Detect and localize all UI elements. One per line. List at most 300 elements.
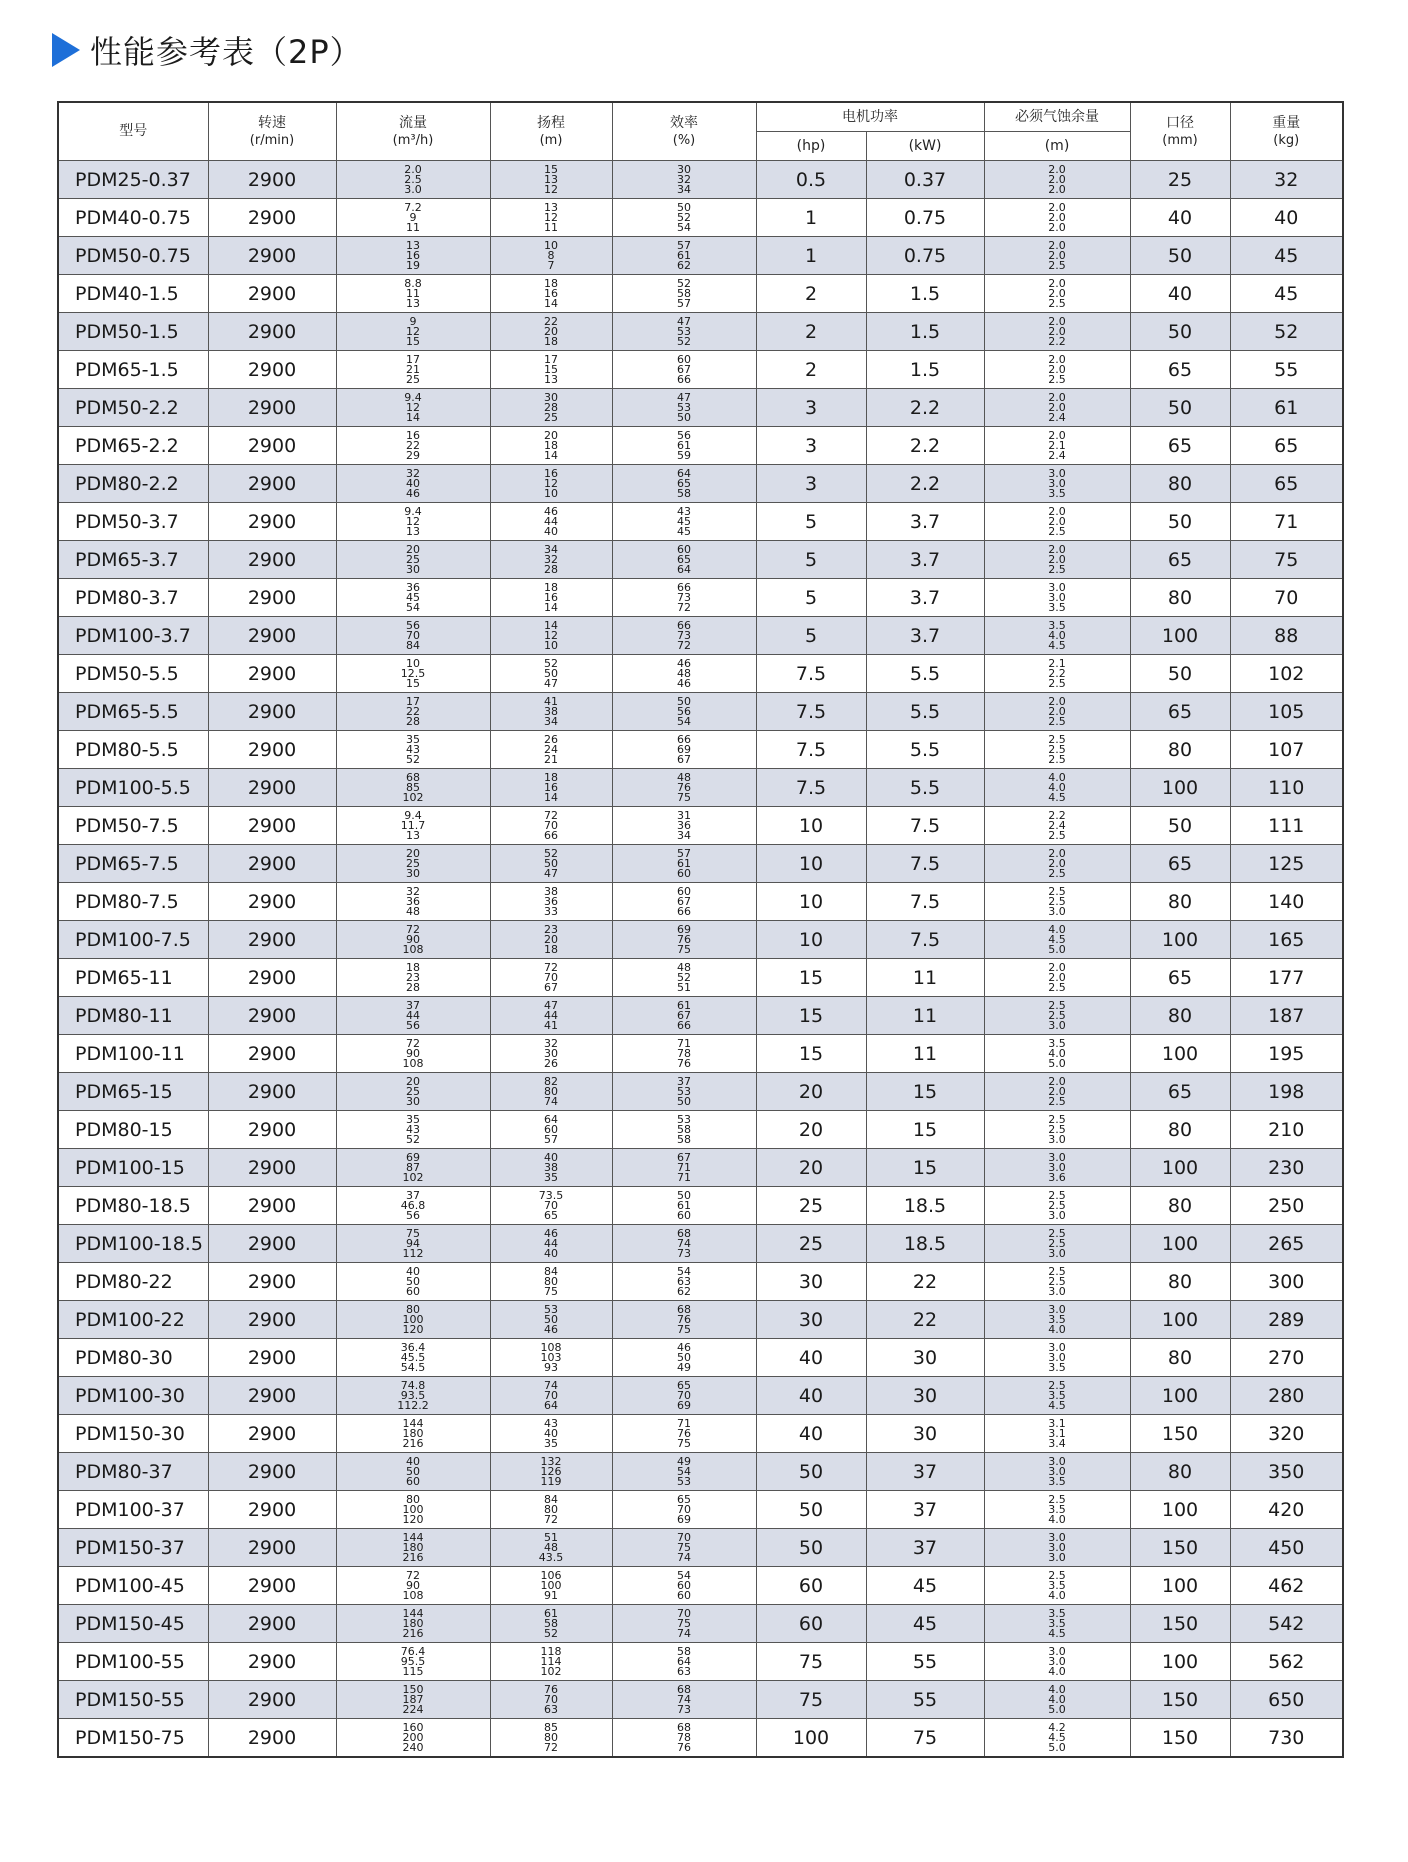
cell-hp: 20 (756, 1149, 866, 1187)
cell-efficiency-value: 45 (677, 514, 691, 528)
cell-efficiency-value: 53 (677, 324, 691, 338)
cell-flow (336, 1643, 490, 1681)
cell-npsh-value: 2.0 (1048, 694, 1066, 708)
cell-model: PDM50-1.5 (58, 313, 208, 351)
cell-npsh-value: 3.5 (1048, 1388, 1066, 1402)
cell-model: PDM50-7.5 (58, 807, 208, 845)
cell-kw: 5.5 (866, 655, 984, 693)
cell-npsh-value: 2.0 (1048, 552, 1066, 566)
cell-head (490, 427, 612, 465)
cell-npsh-value: 4.0 (1048, 1682, 1066, 1696)
cell-kw: 3.7 (866, 503, 984, 541)
cell-hp: 75 (756, 1643, 866, 1681)
cell-kw: 55 (866, 1681, 984, 1719)
header-kw-unit: (kW) (866, 132, 984, 161)
cell-efficiency-value: 70 (677, 1388, 691, 1402)
cell-efficiency-value: 53 (677, 400, 691, 414)
cell-head-value: 38 (544, 704, 558, 718)
cell-flow-value: 28 (406, 980, 420, 994)
cell-flow-value: 19 (406, 258, 420, 272)
cell-model: PDM25-0.37 (58, 161, 208, 199)
cell-head (490, 655, 612, 693)
cell-head-value: 70 (544, 818, 558, 832)
cell-model: PDM100-22 (58, 1301, 208, 1339)
cell-efficiency-value: 78 (677, 1046, 691, 1060)
cell-speed: 2900 (208, 1111, 336, 1149)
cell-speed: 2900 (208, 465, 336, 503)
cell-efficiency-value: 30 (677, 162, 691, 176)
cell-diameter: 50 (1130, 313, 1230, 351)
cell-flow-value: 54.5 (400, 1360, 426, 1374)
cell-kw: 5.5 (866, 769, 984, 807)
cell-efficiency-value: 64 (677, 562, 691, 576)
cell-flow-value: 29 (406, 448, 420, 462)
cell-efficiency-value: 52 (677, 276, 691, 290)
cell-head-value: 76 (544, 1682, 558, 1696)
cell-weight: 45 (1230, 275, 1343, 313)
cell-diameter: 65 (1130, 1073, 1230, 1111)
cell-kw: 30 (866, 1415, 984, 1453)
cell-model: PDM65-1.5 (58, 351, 208, 389)
cell-flow-value: 22 (406, 438, 420, 452)
cell-speed: 2900 (208, 1377, 336, 1415)
cell-efficiency-value: 68 (677, 1226, 691, 1240)
cell-diameter: 150 (1130, 1529, 1230, 1567)
table-row (58, 1377, 1343, 1415)
cell-efficiency-value: 72 (677, 638, 691, 652)
cell-head-value: 35 (544, 1170, 558, 1184)
cell-npsh-value: 2.5 (1048, 1008, 1066, 1022)
cell-flow-value: 40 (406, 476, 420, 490)
cell-diameter: 65 (1130, 541, 1230, 579)
cell-kw: 18.5 (866, 1225, 984, 1263)
cell-head-value: 40 (544, 1426, 558, 1440)
cell-kw: 22 (866, 1263, 984, 1301)
cell-head (490, 465, 612, 503)
cell-flow-value: 115 (402, 1664, 424, 1678)
cell-hp: 25 (756, 1187, 866, 1225)
cell-flow-value: 25 (406, 552, 420, 566)
cell-efficiency-value: 32 (677, 172, 691, 186)
cell-npsh (984, 1377, 1130, 1415)
cell-speed: 2900 (208, 1225, 336, 1263)
cell-npsh-value: 2.0 (1048, 324, 1066, 338)
cell-head-value: 61 (544, 1606, 558, 1620)
cell-speed: 2900 (208, 1529, 336, 1567)
cell-head-value: 25 (544, 410, 558, 424)
cell-flow-value: 68 (406, 770, 420, 784)
cell-diameter: 80 (1130, 1111, 1230, 1149)
cell-npsh-value: 3.0 (1048, 1540, 1066, 1554)
cell-npsh (984, 655, 1130, 693)
cell-npsh (984, 1111, 1130, 1149)
cell-head-value: 58 (544, 1616, 558, 1630)
cell-npsh (984, 541, 1130, 579)
cell-npsh-value: 2.5 (1048, 1198, 1066, 1212)
cell-flow-value: 108 (402, 1588, 424, 1602)
cell-flow (336, 769, 490, 807)
cell-head-value: 47 (544, 998, 558, 1012)
cell-head-value: 73.5 (538, 1188, 564, 1202)
cell-head-value: 30 (544, 1046, 558, 1060)
cell-flow (336, 275, 490, 313)
cell-speed: 2900 (208, 807, 336, 845)
cell-efficiency-value: 58 (677, 1132, 691, 1146)
cell-npsh-value: 3.0 (1048, 466, 1066, 480)
cell-npsh (984, 1225, 1130, 1263)
cell-npsh-value: 4.0 (1048, 780, 1066, 794)
cell-efficiency-value: 46 (677, 676, 691, 690)
cell-efficiency-value: 75 (677, 1436, 691, 1450)
cell-flow-value: 44 (406, 1008, 420, 1022)
cell-efficiency-value: 46 (677, 1340, 691, 1354)
cell-flow-value: 216 (402, 1550, 424, 1564)
cell-flow-value: 80 (406, 1302, 420, 1316)
cell-efficiency-value: 75 (677, 942, 691, 956)
cell-efficiency-value: 60 (677, 866, 691, 880)
cell-head (490, 1073, 612, 1111)
cell-head-value: 14 (544, 448, 558, 462)
cell-npsh-value: 2.0 (1048, 514, 1066, 528)
cell-npsh-value: 3.0 (1048, 1160, 1066, 1174)
cell-flow-value: 35 (406, 1112, 420, 1126)
table-row (58, 1225, 1343, 1263)
cell-npsh-value: 2.5 (1048, 676, 1066, 690)
cell-flow-value: 20 (406, 846, 420, 860)
cell-speed: 2900 (208, 427, 336, 465)
cell-flow-value: 22 (406, 704, 420, 718)
cell-npsh-value: 2.2 (1048, 808, 1066, 822)
cell-efficiency (612, 1681, 756, 1719)
cell-npsh-value: 2.0 (1048, 162, 1066, 176)
cell-efficiency-value: 48 (677, 666, 691, 680)
table-row (58, 1643, 1343, 1681)
cell-efficiency-value: 67 (677, 1150, 691, 1164)
cell-npsh (984, 617, 1130, 655)
cell-head (490, 1529, 612, 1567)
cell-speed: 2900 (208, 1643, 336, 1681)
cell-head-value: 126 (540, 1464, 562, 1478)
table-row (58, 693, 1343, 731)
cell-speed: 2900 (208, 1035, 336, 1073)
cell-head-value: 34 (544, 542, 558, 556)
cell-head-value: 106 (540, 1568, 562, 1582)
cell-npsh-value: 3.0 (1048, 590, 1066, 604)
cell-efficiency-value: 74 (677, 1692, 691, 1706)
cell-head-value: 20 (544, 932, 558, 946)
cell-efficiency-value: 69 (677, 742, 691, 756)
cell-flow-value: 180 (402, 1540, 424, 1554)
cell-flow (336, 921, 490, 959)
cell-head-value: 20 (544, 324, 558, 338)
cell-efficiency-value: 70 (677, 1530, 691, 1544)
cell-efficiency-value: 62 (677, 258, 691, 272)
cell-npsh-value: 2.5 (1048, 1094, 1066, 1108)
cell-head (490, 1225, 612, 1263)
header-npsh-unit: (m) (984, 132, 1130, 161)
cell-hp: 10 (756, 883, 866, 921)
cell-head-value: 13 (544, 172, 558, 186)
cell-speed: 2900 (208, 1339, 336, 1377)
cell-efficiency-value: 61 (677, 438, 691, 452)
cell-flow-value: 25 (406, 1084, 420, 1098)
cell-hp: 2 (756, 351, 866, 389)
cell-weight: 462 (1230, 1567, 1343, 1605)
cell-npsh-value: 3.0 (1048, 580, 1066, 594)
cell-diameter: 80 (1130, 997, 1230, 1035)
cell-head-value: 26 (544, 1056, 558, 1070)
cell-npsh-value: 5.0 (1048, 1702, 1066, 1716)
cell-npsh-value: 2.0 (1048, 846, 1066, 860)
cell-flow (336, 389, 490, 427)
cell-flow-value: 90 (406, 932, 420, 946)
cell-hp: 10 (756, 845, 866, 883)
cell-npsh-value: 2.5 (1048, 524, 1066, 538)
cell-efficiency-value: 75 (677, 1540, 691, 1554)
cell-npsh (984, 1643, 1130, 1681)
cell-head-value: 22 (544, 314, 558, 328)
cell-efficiency-value: 76 (677, 1312, 691, 1326)
cell-flow-value: 16 (406, 428, 420, 442)
cell-efficiency-value: 76 (677, 780, 691, 794)
cell-efficiency (612, 1301, 756, 1339)
table-row (58, 959, 1343, 997)
cell-head (490, 693, 612, 731)
cell-model: PDM65-2.2 (58, 427, 208, 465)
cell-flow-value: 216 (402, 1626, 424, 1640)
cell-diameter: 65 (1130, 693, 1230, 731)
cell-flow-value: 180 (402, 1426, 424, 1440)
cell-model: PDM80-2.2 (58, 465, 208, 503)
cell-flow-value: 30 (406, 562, 420, 576)
cell-efficiency-value: 46 (677, 656, 691, 670)
cell-head (490, 1263, 612, 1301)
cell-diameter: 65 (1130, 959, 1230, 997)
cell-head-value: 33 (544, 904, 558, 918)
cell-hp: 25 (756, 1225, 866, 1263)
cell-flow-value: 200 (402, 1730, 424, 1744)
cell-head-value: 8 (547, 248, 555, 262)
cell-flow-value: 93.5 (400, 1388, 426, 1402)
cell-npsh (984, 161, 1130, 199)
cell-efficiency-value: 78 (677, 1730, 691, 1744)
cell-model: PDM100-5.5 (58, 769, 208, 807)
cell-model: PDM50-0.75 (58, 237, 208, 275)
cell-hp: 1 (756, 199, 866, 237)
page-title-bar (52, 28, 363, 72)
cell-flow (336, 1301, 490, 1339)
table-body (58, 161, 1343, 1758)
cell-npsh-value: 2.5 (1048, 866, 1066, 880)
cell-flow (336, 959, 490, 997)
cell-efficiency-value: 63 (677, 1274, 691, 1288)
cell-efficiency-value: 50 (677, 1094, 691, 1108)
cell-hp: 75 (756, 1681, 866, 1719)
cell-npsh-value: 2.0 (1048, 238, 1066, 252)
cell-efficiency-value: 70 (677, 1502, 691, 1516)
cell-npsh (984, 769, 1130, 807)
cell-kw: 3.7 (866, 579, 984, 617)
cell-efficiency-value: 58 (677, 1122, 691, 1136)
cell-hp: 3 (756, 465, 866, 503)
cell-efficiency (612, 693, 756, 731)
cell-flow (336, 1263, 490, 1301)
cell-npsh-value: 2.1 (1048, 656, 1066, 670)
cell-weight: 71 (1230, 503, 1343, 541)
cell-model: PDM40-1.5 (58, 275, 208, 313)
cell-flow (336, 1225, 490, 1263)
cell-flow-value: 48 (406, 904, 420, 918)
cell-efficiency-value: 74 (677, 1626, 691, 1640)
cell-head-value: 102 (540, 1664, 562, 1678)
cell-head-value: 46 (544, 504, 558, 518)
cell-head-value: 43 (544, 1416, 558, 1430)
cell-efficiency (612, 1719, 756, 1758)
cell-flow (336, 655, 490, 693)
cell-efficiency-value: 73 (677, 628, 691, 642)
cell-hp: 50 (756, 1453, 866, 1491)
cell-head-value: 52 (544, 846, 558, 860)
cell-head-value: 16 (544, 780, 558, 794)
cell-head-value: 17 (544, 352, 558, 366)
cell-npsh (984, 1491, 1130, 1529)
cell-flow-value: 69 (406, 1150, 420, 1164)
cell-flow-value: 17 (406, 694, 420, 708)
cell-efficiency-value: 54 (677, 1464, 691, 1478)
cell-efficiency-value: 76 (677, 1056, 691, 1070)
cell-diameter: 65 (1130, 351, 1230, 389)
cell-model: PDM80-3.7 (58, 579, 208, 617)
cell-kw: 37 (866, 1453, 984, 1491)
cell-speed: 2900 (208, 503, 336, 541)
cell-speed: 2900 (208, 1149, 336, 1187)
performance-table (57, 101, 1344, 1758)
cell-weight: 55 (1230, 351, 1343, 389)
cell-npsh (984, 465, 1130, 503)
cell-efficiency (612, 389, 756, 427)
header-weight: 重量 (kg) (1230, 102, 1343, 161)
cell-head-value: 74 (544, 1094, 558, 1108)
cell-npsh-value: 2.0 (1048, 200, 1066, 214)
cell-flow-value: 9.4 (404, 390, 422, 404)
table-row (58, 237, 1343, 275)
cell-flow-value: 32 (406, 466, 420, 480)
cell-weight: 450 (1230, 1529, 1343, 1567)
cell-npsh-value: 4.5 (1048, 932, 1066, 946)
cell-efficiency-value: 68 (677, 1682, 691, 1696)
cell-head-value: 41 (544, 1018, 558, 1032)
cell-flow-value: 28 (406, 714, 420, 728)
cell-head-value: 21 (544, 752, 558, 766)
cell-kw: 15 (866, 1149, 984, 1187)
cell-flow (336, 1035, 490, 1073)
cell-npsh-value: 2.0 (1048, 1074, 1066, 1088)
cell-npsh-value: 3.0 (1048, 1644, 1066, 1658)
cell-flow-value: 13 (406, 828, 420, 842)
cell-efficiency-value: 47 (677, 390, 691, 404)
cell-head-value: 75 (544, 1284, 558, 1298)
cell-head-value: 53 (544, 1302, 558, 1316)
cell-model: PDM100-11 (58, 1035, 208, 1073)
cell-efficiency-value: 67 (677, 362, 691, 376)
cell-model: PDM80-30 (58, 1339, 208, 1377)
cell-hp: 0.5 (756, 161, 866, 199)
cell-model: PDM100-45 (58, 1567, 208, 1605)
cell-kw: 15 (866, 1111, 984, 1149)
cell-flow-value: 50 (406, 1464, 420, 1478)
cell-efficiency-value: 60 (677, 1208, 691, 1222)
cell-speed: 2900 (208, 161, 336, 199)
cell-flow-value: 3.0 (404, 182, 422, 196)
cell-flow-value: 108 (402, 942, 424, 956)
header-npsh: 必须气蚀余量 (984, 102, 1130, 132)
cell-model: PDM100-55 (58, 1643, 208, 1681)
cell-head (490, 1111, 612, 1149)
cell-npsh-value: 2.5 (1048, 296, 1066, 310)
cell-hp: 2 (756, 313, 866, 351)
cell-weight: 280 (1230, 1377, 1343, 1415)
cell-weight: 45 (1230, 237, 1343, 275)
table-row (58, 1529, 1343, 1567)
cell-npsh-value: 2.0 (1048, 428, 1066, 442)
cell-head-value: 80 (544, 1502, 558, 1516)
cell-flow-value: 40 (406, 1264, 420, 1278)
cell-npsh-value: 3.0 (1048, 476, 1066, 490)
cell-npsh-value: 3.0 (1048, 1350, 1066, 1364)
cell-npsh (984, 351, 1130, 389)
cell-efficiency-value: 76 (677, 1740, 691, 1754)
cell-efficiency-value: 76 (677, 932, 691, 946)
cell-npsh-value: 3.0 (1048, 1284, 1066, 1298)
cell-weight: 350 (1230, 1453, 1343, 1491)
cell-weight: 230 (1230, 1149, 1343, 1187)
cell-efficiency (612, 1111, 756, 1149)
cell-speed: 2900 (208, 731, 336, 769)
cell-weight: 650 (1230, 1681, 1343, 1719)
page-title: 性能参考表（2P） (90, 33, 363, 71)
cell-head-value: 44 (544, 1236, 558, 1250)
cell-efficiency-value: 65 (677, 476, 691, 490)
table-row (58, 1453, 1343, 1491)
cell-npsh-value: 3.0 (1048, 904, 1066, 918)
cell-head (490, 1339, 612, 1377)
header-efficiency: 效率 (%) (612, 102, 756, 161)
cell-head (490, 1719, 612, 1758)
cell-weight: 65 (1230, 427, 1343, 465)
cell-npsh-value: 3.0 (1048, 1246, 1066, 1260)
cell-hp: 20 (756, 1111, 866, 1149)
cell-weight: 210 (1230, 1111, 1343, 1149)
cell-flow (336, 1719, 490, 1758)
cell-efficiency-value: 66 (677, 372, 691, 386)
cell-weight: 110 (1230, 769, 1343, 807)
cell-flow-value: 56 (406, 618, 420, 632)
cell-weight: 562 (1230, 1643, 1343, 1681)
cell-head-value: 91 (544, 1588, 558, 1602)
cell-flow-value: 90 (406, 1578, 420, 1592)
cell-npsh-value: 3.5 (1048, 1036, 1066, 1050)
cell-npsh-value: 2.5 (1048, 1122, 1066, 1136)
cell-flow-value: 160 (402, 1720, 424, 1734)
table-row (58, 1339, 1343, 1377)
cell-hp: 3 (756, 389, 866, 427)
cell-npsh (984, 1567, 1130, 1605)
cell-head-value: 48 (544, 1540, 558, 1554)
cell-efficiency-value: 50 (677, 410, 691, 424)
cell-head-value: 80 (544, 1730, 558, 1744)
cell-efficiency-value: 60 (677, 1588, 691, 1602)
cell-efficiency-value: 73 (677, 1246, 691, 1260)
